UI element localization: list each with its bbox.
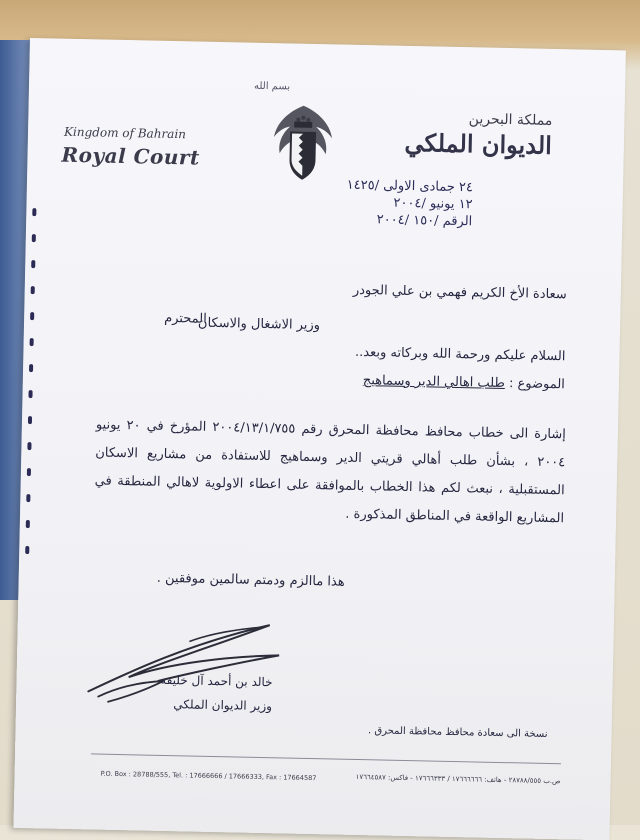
letterhead-royal-court-en: Royal Court [61, 142, 200, 170]
subject-label: الموضوع : [508, 376, 566, 393]
letterhead-kingdom-ar: مملكة البحرين [468, 111, 553, 129]
reference-block [346, 177, 473, 231]
addressee: سعادة الأخ الكريم فهمي بن علي الجودر [352, 282, 567, 303]
letter-page [13, 38, 625, 840]
signatory-name: خالد بن أحمد آل خليفه [160, 672, 273, 690]
footer-divider [91, 753, 561, 764]
addressee-honorific: المحترم [164, 310, 207, 327]
letter-body-paragraph: إشارة الى خطاب محافظ محافظة المحرق رقم ٢٠٠٤/١٣/١/٧٥٥ المؤرخ في ٢٠ يونيو ٢٠٠٤ ، بشأن طلب أهالي قريتي الدير وسماهيج للاستفادة من مشاريع الاسكان المستقبلية ، نبعث لكم هذا الخطاب بالموافقة على اعطاء الاولوية لاهالي المنطقة في المشاريع الواقعة في المناطق المذكورة . [94, 417, 566, 527]
footer-contact-ar: ص.ب ٢٨٧٨٨/٥٥٥ - هاتف: ١٧٦٦٦٦٦٦ / ١٧٦٦٦٣٣٣ - فاكس: ١٧٦٦٤٥٨٧ [355, 772, 561, 786]
greeting: السلام عليكم ورحمة الله وبركاته وبعد.. [354, 344, 566, 365]
hijri-date: ٢٤ جمادى الاولى /١٤٢٥ [346, 177, 474, 196]
addressee-title: وزير الاشغال والاسكان [197, 315, 321, 334]
bahrain-emblem-icon [267, 101, 339, 184]
gregorian-date: ١٢ يونيو /٢٠٠٤ [393, 195, 473, 213]
letterhead-royal-court-ar: الديوان الملكي [404, 127, 553, 160]
subject-value: طلب اهالي الدير وسماهيج [362, 373, 506, 392]
signatory-title: وزير الديوان الملكي [173, 697, 273, 714]
subject-line [363, 373, 565, 392]
reference-number: الرقم /١٥٠ /٢٠٠٤ [376, 212, 473, 230]
letterhead-kingdom-en: Kingdom of Bahrain [63, 124, 187, 142]
closing-line: هذا ماالزم ودمتم سالمين موفقين . [156, 570, 345, 590]
footer-contact-en: P.O. Box : 28788/555, Tel. : 17666666 / 17666333, Fax : 17664587 [100, 769, 317, 783]
copy-note: نسخة الى سعادة محافظ محافظة المحرق . [367, 725, 548, 740]
letterhead-basmala: بسم الله [253, 80, 291, 93]
